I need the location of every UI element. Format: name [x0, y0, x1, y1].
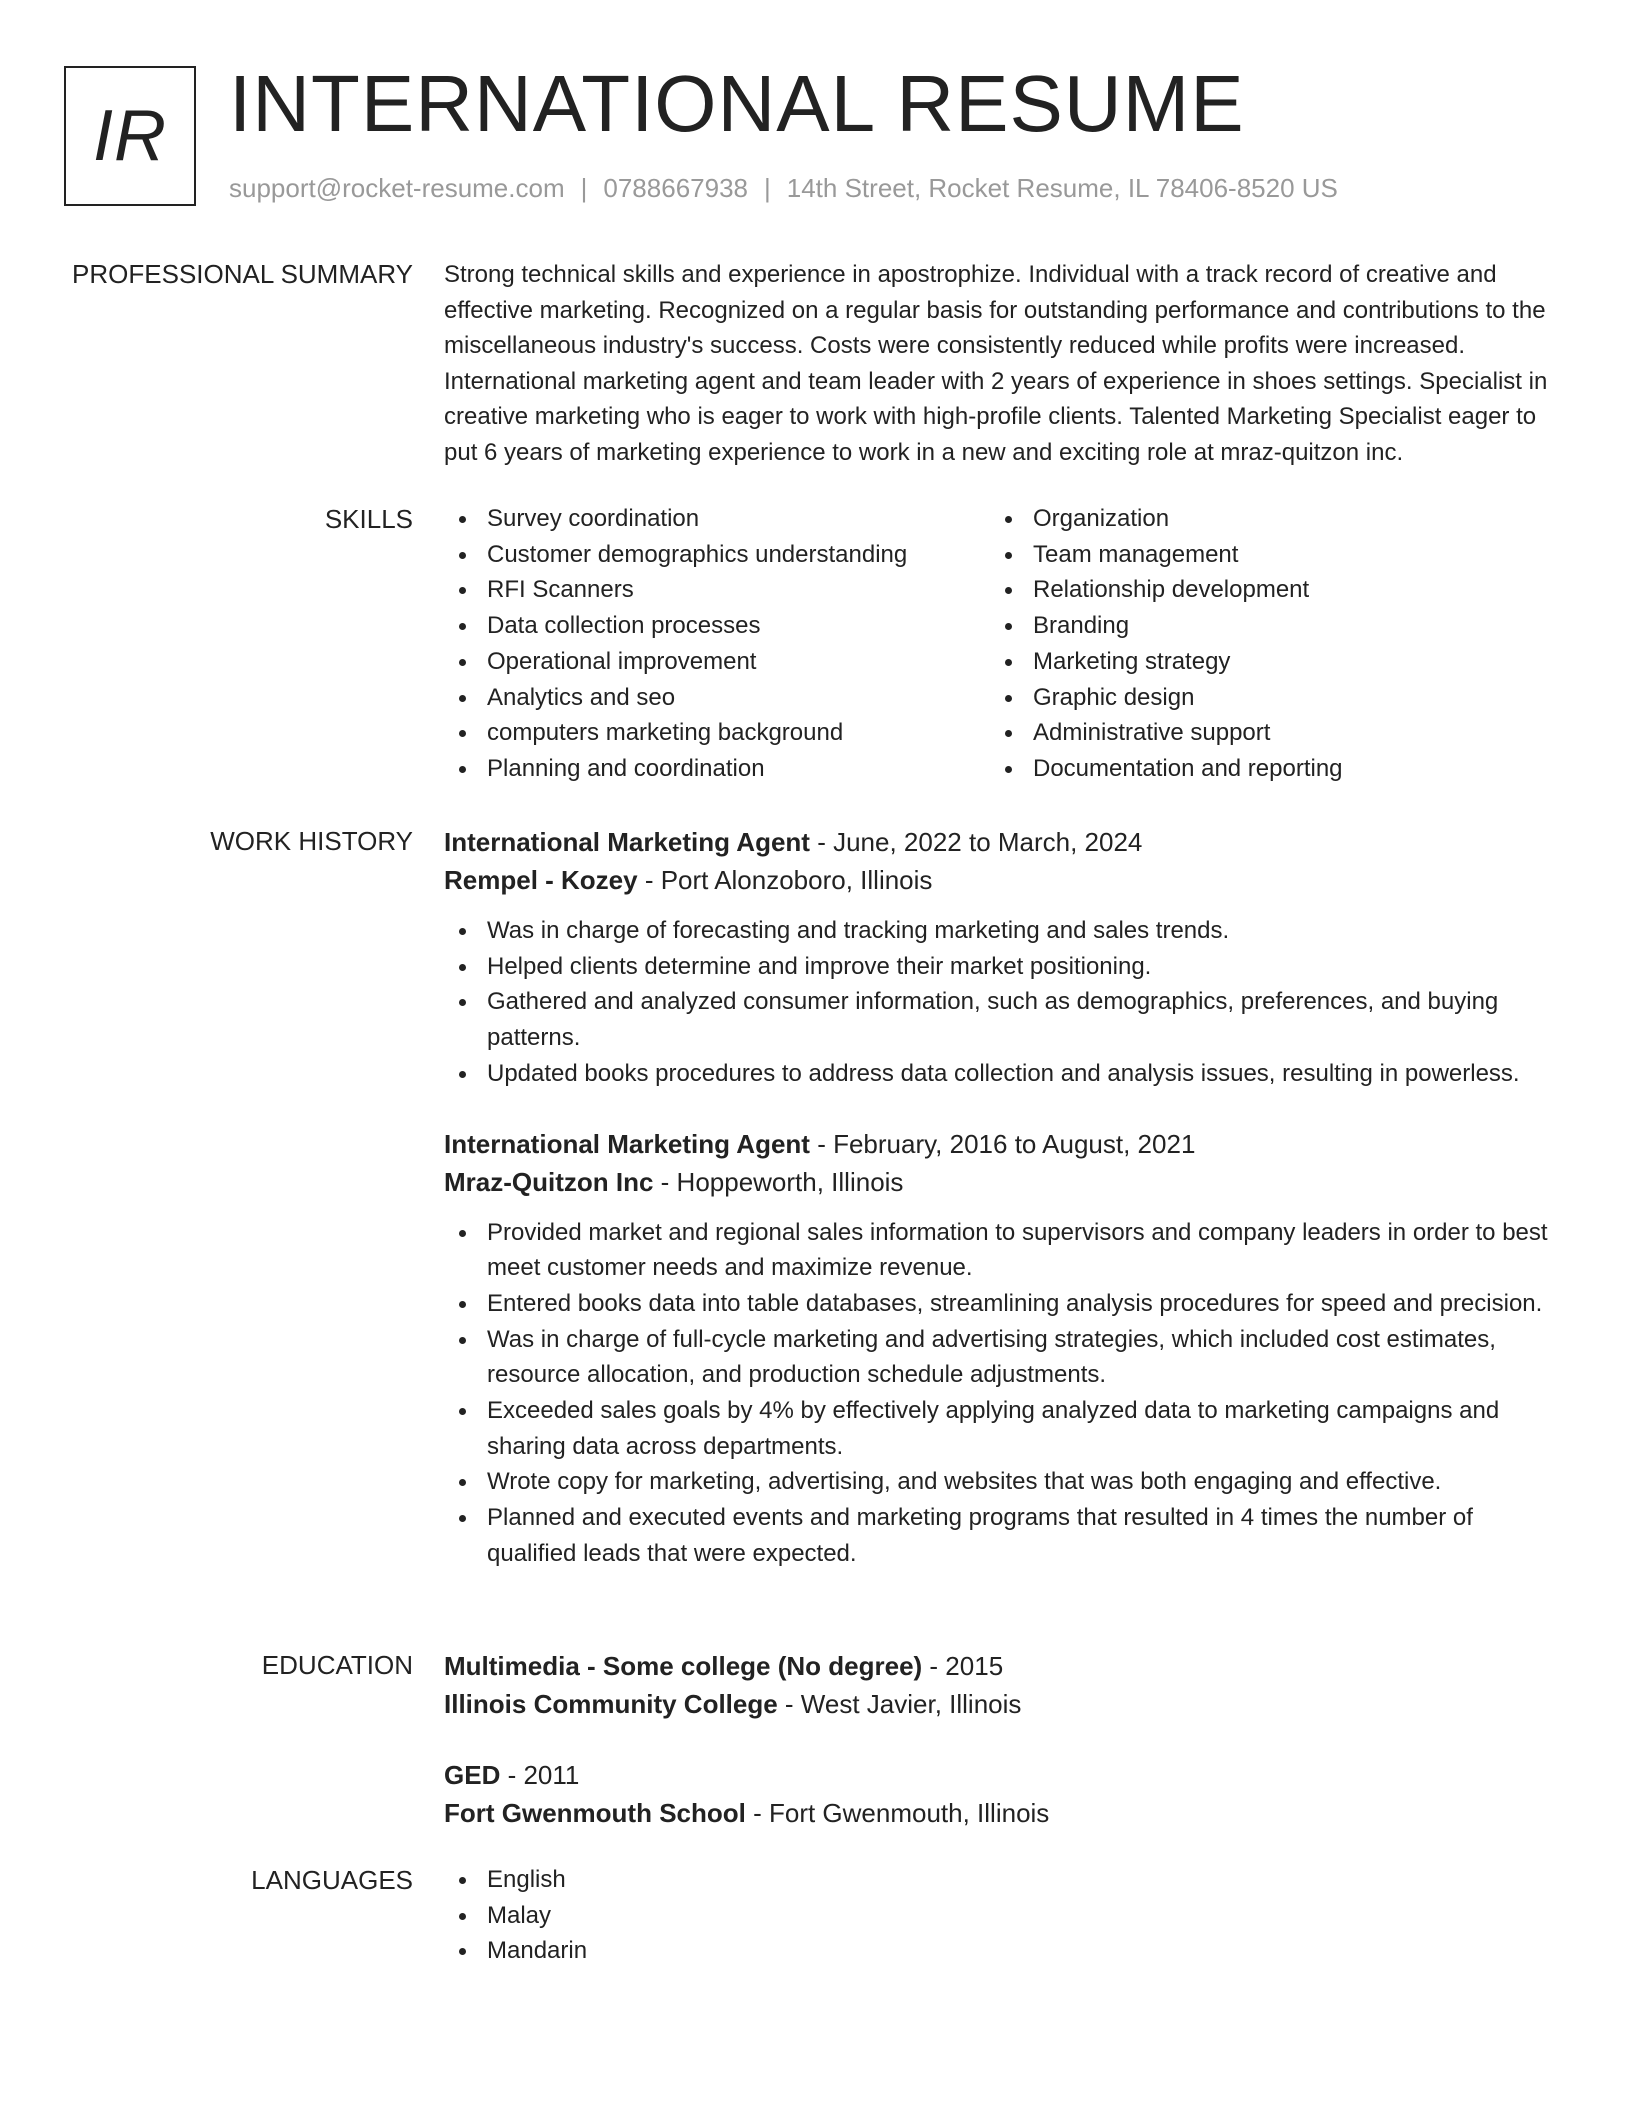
job-duties — [444, 1215, 1564, 1572]
languages-list — [444, 1862, 1564, 1969]
skill-item: Operational improvement — [444, 644, 990, 680]
skill-item: Branding — [990, 608, 1536, 644]
education-entry — [444, 1756, 1564, 1832]
skill-item: Marketing strategy — [990, 644, 1536, 680]
education-year: - 2015 — [922, 1651, 1004, 1681]
job-entry — [444, 823, 1564, 1092]
education-school: Illinois Community College — [444, 1689, 778, 1719]
section-label-education: EDUCATION — [261, 1650, 413, 1680]
job-duty: Provided market and regional sales information to supervisors and company leaders in order to best meet customer needs and maximize revenue. — [444, 1215, 1564, 1286]
languages-content — [444, 1862, 1564, 1969]
section-label-summary: PROFESSIONAL SUMMARY — [72, 259, 413, 289]
job-duties — [444, 913, 1564, 1092]
work-history-content — [444, 823, 1564, 1572]
skill-item: Team management — [990, 537, 1536, 573]
section-label-languages: LANGUAGES — [251, 1865, 413, 1895]
job-company-line — [444, 1163, 1564, 1201]
skill-item: Planning and coordination — [444, 751, 990, 787]
job-title-line — [444, 823, 1564, 861]
education-location: - Fort Gwenmouth, Illinois — [745, 1798, 1050, 1828]
job-duty: Entered books data into table databases, streamlining analysis procedures for speed and precision. — [444, 1286, 1564, 1322]
skill-item: Analytics and seo — [444, 680, 990, 716]
skills-list-right — [990, 501, 1536, 787]
job-location: - Hoppeworth, Illinois — [653, 1166, 904, 1197]
job-location: - Port Alonzoboro, Illinois — [637, 865, 933, 895]
education-degree: Multimedia - Some college (No degree) — [444, 1651, 923, 1681]
job-duty: Was in charge of full-cycle marketing and advertising strategies, which included cost estimates, resource allocation, and production schedule adjustments. — [444, 1322, 1564, 1393]
education-school: Fort Gwenmouth School — [444, 1798, 746, 1828]
job-title: International Marketing Agent — [444, 827, 810, 857]
monogram-logo — [64, 66, 196, 206]
education-degree-line — [444, 1756, 1564, 1794]
skill-item: Organization — [990, 501, 1536, 537]
monogram-text: IR — [93, 96, 167, 176]
contact-address: 14th Street, Rocket Resume, IL 78406-8520 US — [786, 173, 1338, 203]
education-degree: GED — [444, 1760, 501, 1790]
job-company: Mraz-Quitzon Inc — [444, 1166, 654, 1197]
education-year: - 2011 — [500, 1760, 580, 1790]
job-duty: Gathered and analyzed consumer information, such as demographics, preferences, and buying patterns. — [444, 984, 1564, 1055]
section-label-work-history: WORK HISTORY — [210, 826, 413, 856]
education-school-line — [444, 1685, 1564, 1723]
job-company-line — [444, 861, 1564, 899]
summary-text: Strong technical skills and experience in apostrophize. Individual with a track record of creative and effective marketing. Recognized on a regular basis for outstanding performance and contributions to the miscellaneous industry's success. Costs were consistently reduced while profits were increased. International marketing agent and team leader with 2 years of experience in shoes settings. Specialist in creative marketing who is eager to work with high-profile clients. Talented Marketing Specialist eager to put 6 years of marketing experience to work in a new and exciting role at mraz-quitzon inc. — [444, 261, 1548, 466]
job-title-line — [444, 1125, 1564, 1163]
contact-email: support@rocket-resume.com — [229, 173, 565, 203]
education-entry — [444, 1647, 1564, 1723]
skill-item: Relationship development — [990, 572, 1536, 608]
education-content — [444, 1647, 1564, 1832]
skill-item: Survey coordination — [444, 501, 990, 537]
job-dates: - February, 2016 to August, 2021 — [809, 1128, 1196, 1159]
section-label-skills: SKILLS — [324, 504, 413, 534]
skills-columns — [444, 501, 1564, 787]
contact-separator: | — [580, 173, 588, 203]
skill-item: Documentation and reporting — [990, 751, 1536, 787]
job-entry — [444, 1125, 1564, 1572]
job-dates: - June, 2022 to March, 2024 — [809, 827, 1143, 857]
education-degree-line — [444, 1647, 1564, 1685]
skill-item: Administrative support — [990, 715, 1536, 751]
language-item: English — [444, 1862, 1564, 1898]
skills-list-left — [444, 501, 990, 787]
skill-item: Data collection processes — [444, 608, 990, 644]
skills-content — [444, 501, 1564, 787]
skill-item: Customer demographics understanding — [444, 537, 990, 573]
job-duty: Wrote copy for marketing, advertising, and websites that was both engaging and effective. — [444, 1464, 1564, 1500]
job-title: International Marketing Agent — [444, 1128, 810, 1159]
job-duty: Updated books procedures to address data collection and analysis issues, resulting in powerless. — [444, 1056, 1564, 1092]
skill-item: RFI Scanners — [444, 572, 990, 608]
skill-item: Graphic design — [990, 680, 1536, 716]
language-item: Mandarin — [444, 1933, 1564, 1969]
education-location: - West Javier, Illinois — [777, 1689, 1022, 1719]
contact-line — [229, 173, 1338, 204]
contact-separator: | — [764, 173, 771, 203]
resume-title: INTERNATIONAL RESUME — [229, 59, 1245, 148]
job-duty: Exceeded sales goals by 4% by effectively applying analyzed data to marketing campaigns and sharing data across departments. — [444, 1393, 1564, 1464]
contact-phone: 0788667938 — [603, 173, 748, 203]
job-duty: Helped clients determine and improve their market positioning. — [444, 949, 1564, 985]
education-school-line — [444, 1794, 1564, 1832]
summary-content — [444, 257, 1564, 471]
job-duty: Planned and executed events and marketing programs that resulted in 4 times the number of qualified leads that were expected. — [444, 1500, 1564, 1571]
job-duty: Was in charge of forecasting and tracking marketing and sales trends. — [444, 913, 1564, 949]
skill-item: computers marketing background — [444, 715, 990, 751]
job-company: Rempel - Kozey — [444, 865, 638, 895]
language-item: Malay — [444, 1898, 1564, 1934]
